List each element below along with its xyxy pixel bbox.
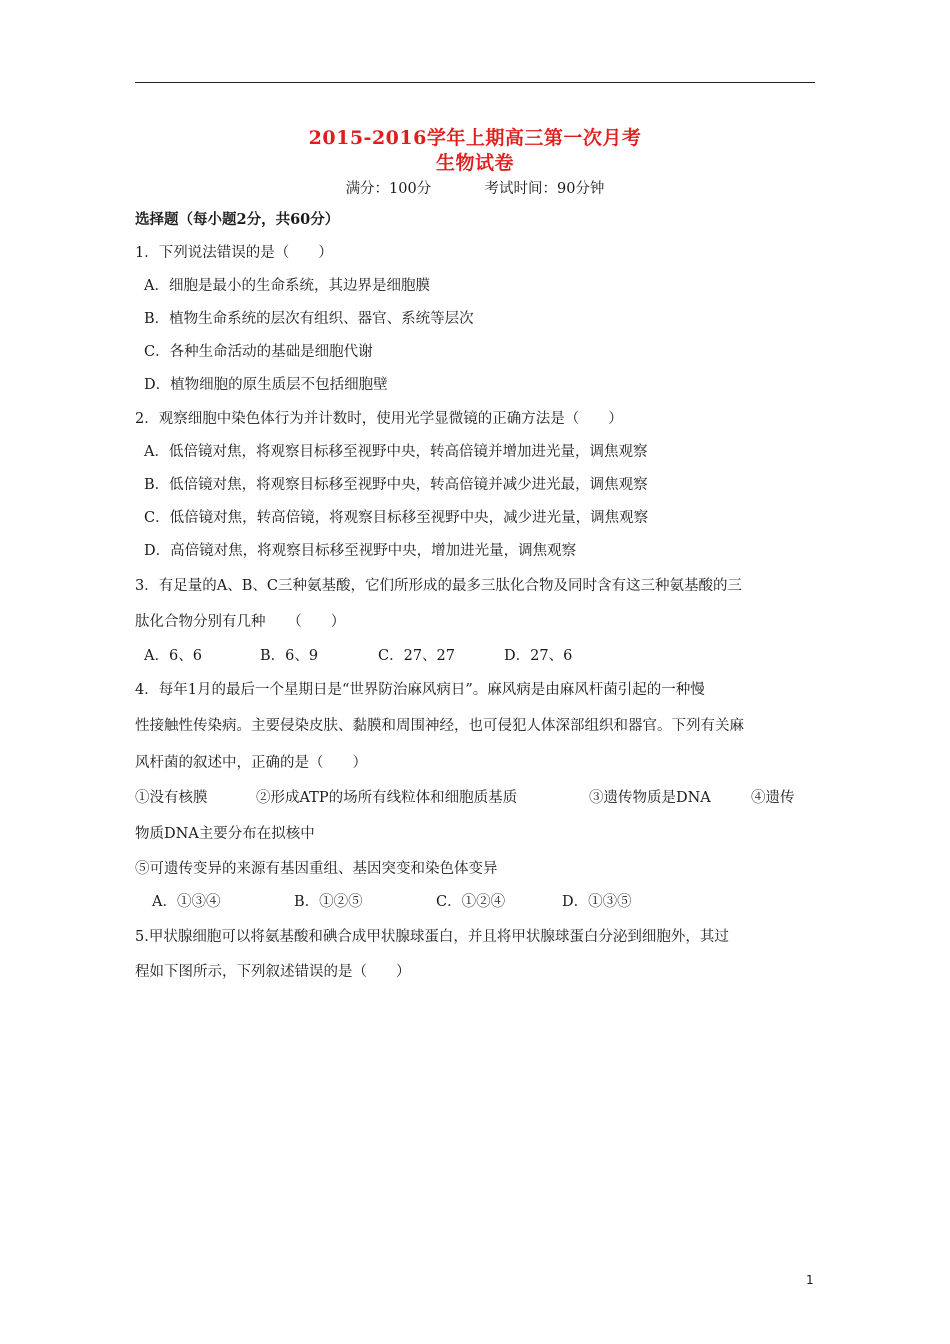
- q4-item-1: ①没有核膜: [135, 790, 208, 806]
- q4-items-row: [135, 788, 795, 808]
- q4-stem-line3: 风杆菌的叙述中，正确的是（ ）: [135, 755, 367, 771]
- exam-meta: [0, 177, 950, 198]
- q3-option-c: C．27、27: [378, 648, 455, 664]
- q1-option-d: D．植物细胞的原生质层不包括细胞壁: [144, 377, 388, 393]
- q3-option-a: A．6、6: [144, 648, 202, 664]
- q1-option-b: B．植物生命系统的层次有组织、器官、系统等层次: [144, 311, 474, 327]
- q4-item-5: ⑤可遗传变异的来源有基因重组、基因突变和染色体变异: [135, 861, 498, 877]
- q2-option-d: D．高倍镜对焦，将观察目标移至视野中央，增加进光量，调焦观察: [144, 543, 577, 559]
- exam-title: 2015-2016学年上期高三第一次月考: [308, 127, 642, 149]
- q4-stem-line1: 4．每年1月的最后一个星期日是“世界防治麻风病日”。麻风病是由麻风杆菌引起的一种慢: [135, 682, 705, 698]
- q3-options: [144, 646, 572, 666]
- q4-item-4a: ④遗传: [751, 790, 795, 806]
- q4-stem-line2: 性接触性传染病。主要侵染皮肤、黏膜和周围神经，也可侵犯人体深部组织和器官。下列有关麻: [135, 718, 744, 734]
- q4-option-b: B．①②⑤: [294, 894, 363, 910]
- q1-option-c: C．各种生命活动的基础是细胞代谢: [144, 344, 373, 360]
- q2-option-c: C．低倍镜对焦，转高倍镜，将观察目标移至视野中央，减少进光量，调焦观察: [144, 510, 649, 526]
- q3-option-b: B．6、9: [260, 648, 319, 664]
- q1-option-a: A．细胞是最小的生命系统，其边界是细胞膜: [144, 278, 430, 294]
- q4-item-2: ②形成ATP的场所有线粒体和细胞质基质: [256, 790, 518, 806]
- exam-time: 考试时间：90分钟: [484, 181, 605, 197]
- q4-options: [152, 892, 632, 912]
- q2-option-a: A．低倍镜对焦，将观察目标移至视野中央，转高倍镜并增加进光量，调焦观察: [144, 444, 648, 460]
- q4-option-a: A．①③④: [152, 894, 221, 910]
- q4-option-c: C．①②④: [436, 894, 506, 910]
- q4-item-3: ③遗传物质是DNA: [589, 790, 711, 806]
- q3-option-d: D．27、6: [504, 648, 573, 664]
- q5-stem-line2: 程如下图所示，下列叙述错误的是（ ）: [135, 964, 411, 980]
- full-marks: 满分：100分: [345, 181, 432, 197]
- q2-option-b: B．低倍镜对焦，将观察目标移至视野中央，转高倍镜并减少进光最，调焦观察: [144, 477, 648, 493]
- header-rule: [135, 82, 815, 83]
- q3-stem-line2: 肽化合物分别有几种 （ ）: [135, 614, 346, 630]
- q4-item-4b: 物质DNA主要分布在拟核中: [135, 826, 315, 842]
- q3-stem-line1: 3．有足量的A、B、C三种氨基酸，它们所形成的最多三肽化合物及同时含有这三种氨基酸的三: [135, 578, 742, 594]
- q1-stem: 1．下列说法错误的是（ ）: [135, 245, 333, 261]
- q4-option-d: D．①③⑤: [562, 894, 632, 910]
- exam-subtitle: 生物试卷: [435, 152, 514, 174]
- q5-stem-line1: 5.甲状腺细胞可以将氨基酸和碘合成甲状腺球蛋白，并且将甲状腺球蛋白分泌到细胞外，其过: [135, 929, 729, 945]
- page-number: 1: [806, 1273, 814, 1287]
- section-heading: 选择题（每小题2分，共60分）: [135, 211, 340, 228]
- q2-stem: 2．观察细胞中染色体行为并计数时，使用光学显微镜的正确方法是（ ）: [135, 411, 623, 427]
